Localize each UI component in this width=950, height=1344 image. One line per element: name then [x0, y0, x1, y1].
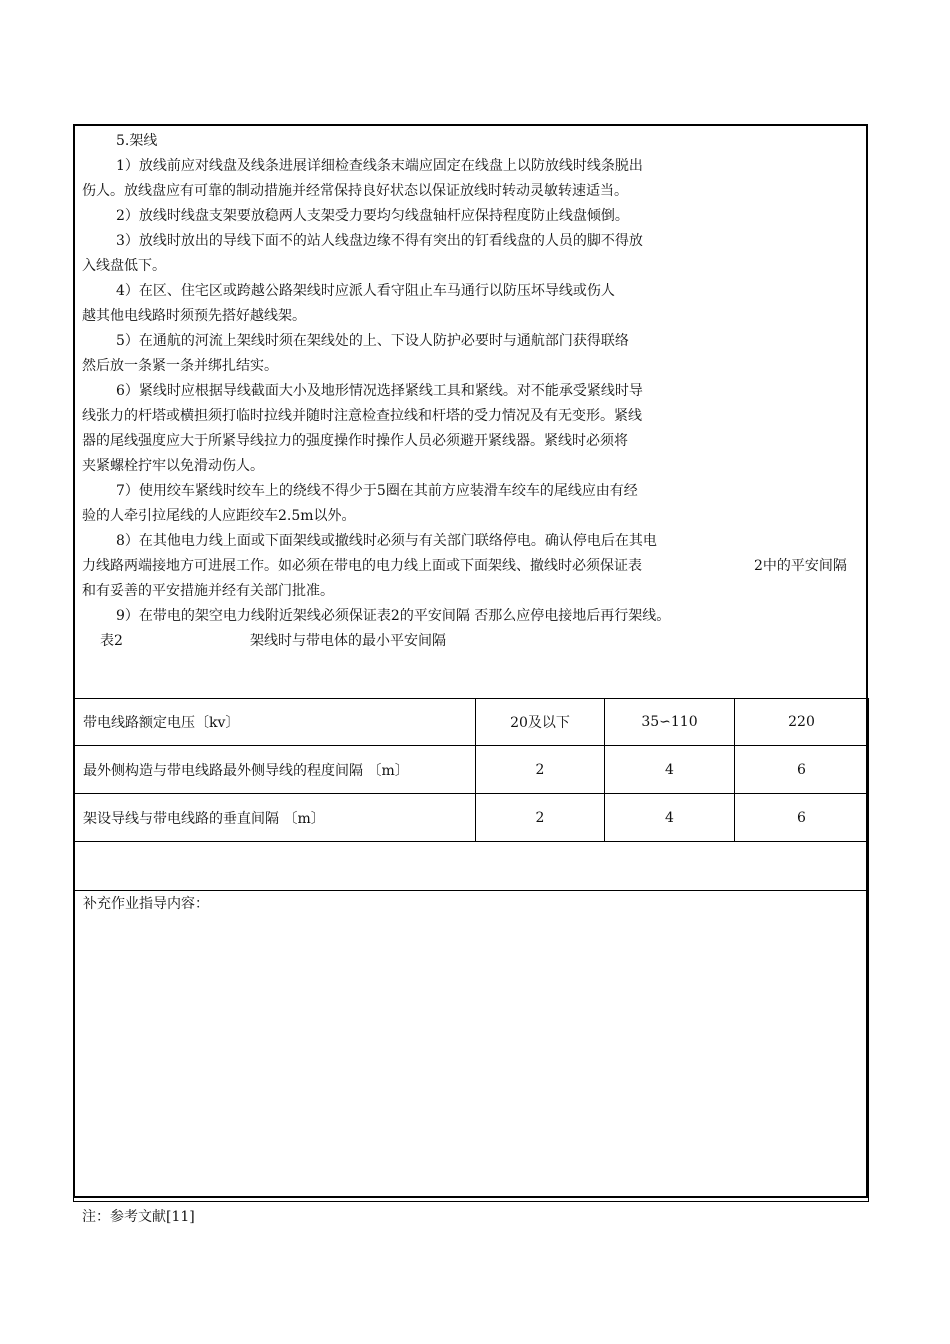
- header-cell: 220: [735, 699, 869, 746]
- paragraph-line: 2中的平安间隔: [754, 558, 847, 574]
- table-cell: 架设导线与带电线路的垂直间隔 〔m〕: [74, 794, 476, 842]
- paragraph-line: 9）在带电的架空电力线附近架线必须保证表2的平安间隔 否那么应停电接地后再行架线。: [116, 608, 671, 624]
- paragraph-line: 和有妥善的平安措施并经有关部门批准。: [82, 583, 334, 599]
- paragraph-line: 器的尾线强度应大于所紧导线拉力的强度操作时操作人员必须避开紧线器。紧线时必须将: [82, 433, 628, 449]
- header-cell: 20及以下: [476, 699, 605, 746]
- table-cell: 4: [605, 746, 735, 794]
- paragraph-line: 越其他电线路时须预先搭好越线架。: [82, 308, 306, 324]
- table-cell: 最外侧构造与带电线路最外侧导线的程度间隔 〔m〕: [74, 746, 476, 794]
- table-header-row: [74, 699, 869, 746]
- paragraph-line: 夹紧螺栓拧牢以免滑动伤人。: [82, 458, 264, 474]
- paragraph-line: 7）使用绞车紧线时绞车上的绕线不得少于5圈在其前方应装滑车绞车的尾线应由有经: [116, 483, 638, 499]
- table-cell: 2: [476, 794, 605, 842]
- paragraph-line: 入线盘低下。: [82, 258, 166, 274]
- table-row: [74, 746, 869, 794]
- table-cell: 2: [476, 746, 605, 794]
- paragraph-line: 4）在区、住宅区或跨越公路架线时应派人看守阻止车马通行以防压坏导线或伤人: [116, 283, 615, 299]
- clearance-table: [73, 698, 869, 1202]
- supplement-cell: [74, 891, 869, 1202]
- table-cell: 6: [735, 794, 869, 842]
- paragraph-line: 然后放一条紧一条并绑扎结实。: [82, 358, 278, 374]
- table-caption-label: 表2: [100, 633, 123, 649]
- footnote: 注：参考文献[11]: [82, 1209, 195, 1225]
- table-cell: 6: [735, 746, 869, 794]
- table-row-empty: [74, 842, 869, 891]
- table-cell: 4: [605, 794, 735, 842]
- paragraph-line: 6）紧线时应根据导线截面大小及地形情况选择紧线工具和紧线。对不能承受紧线时导: [116, 383, 643, 399]
- paragraph-line: 3）放线时放出的导线下面不的站人线盘边缘不得有突出的钉看线盘的人员的脚不得放: [116, 233, 643, 249]
- paragraph-line: 线张力的杆塔或横担须打临时拉线并随时注意检查拉线和杆塔的受力情况及有无变形。紧线: [82, 408, 642, 424]
- paragraph-line: 8）在其他电力线上面或下面架线或撤线时必须与有关部门联络停电。确认停电后在其电: [116, 533, 657, 549]
- empty-cell: [74, 842, 869, 891]
- supplement-row: [74, 891, 869, 1202]
- paragraph-line: 5）在通航的河流上架线时须在架线处的上、下设人防护必要时与通航部门获得联络: [116, 333, 629, 349]
- paragraph-line: 力线路两端接地方可进展工作。如必须在带电的电力线上面或下面架线、撤线时必须保证表: [82, 558, 642, 574]
- paragraph-line: 1）放线前应对线盘及线条进展详细检查线条末端应固定在线盘上以防放线时线条脱出: [116, 158, 643, 174]
- paragraph-line: 验的人牵引拉尾线的人应距绞车2.5m以外。: [82, 508, 356, 524]
- paragraph-line: 2）放线时线盘支架要放稳两人支架受力要均匀线盘轴杆应保持程度防止线盘倾倒。: [116, 208, 629, 224]
- header-cell: 带电线路额定电压〔kv〕: [74, 699, 476, 746]
- paragraph-line: 伤人。放线盘应有可靠的制动措施并经常保持良好状态以保证放线时转动灵敏转速适当。: [82, 183, 628, 199]
- table-caption-title: 架线时与带电体的最小平安间隔: [250, 633, 446, 649]
- supplement-label: 补充作业指导内容：: [83, 896, 209, 912]
- header-cell: 35∽110: [605, 699, 735, 746]
- section-heading: 5.架线: [116, 133, 158, 149]
- table-row: [74, 794, 869, 842]
